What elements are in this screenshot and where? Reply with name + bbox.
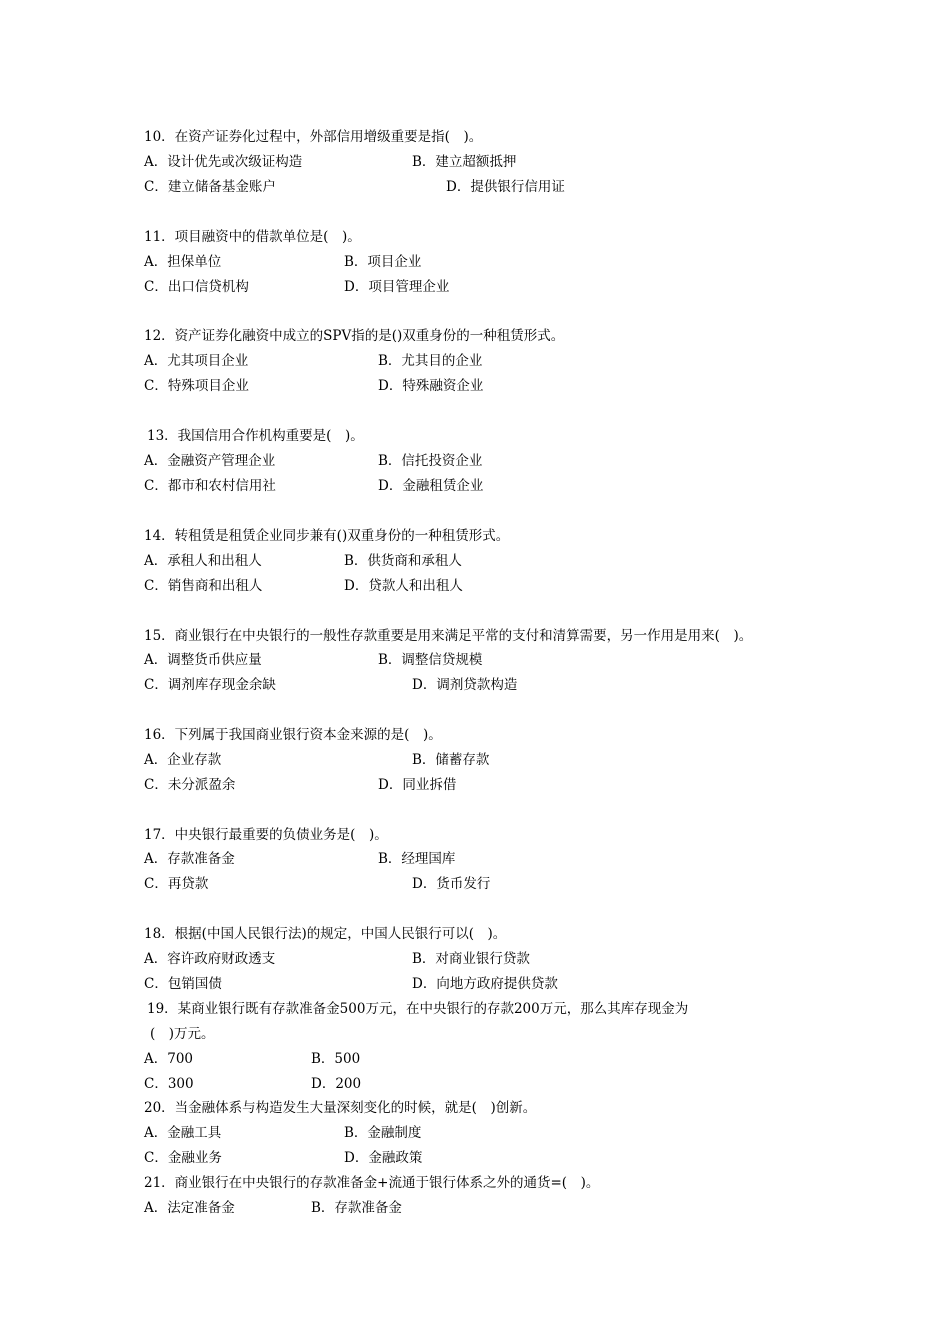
question-21-stem: 21．商业银行在中央银行的存款准备金+流通于银行体系之外的通货=( )。 bbox=[144, 1175, 600, 1191]
question-15-option-d: D．调剂贷款构造 bbox=[412, 677, 518, 693]
question-18-option-d: D．向地方政府提供贷款 bbox=[412, 976, 558, 992]
question-17-option-b: B．经理国库 bbox=[378, 851, 456, 867]
question-19-option-a: A．700 bbox=[144, 1051, 194, 1067]
question-14-stem: 14．转租赁是租赁企业同步兼有()双重身份的一种租赁形式。 bbox=[144, 528, 510, 544]
question-13-option-c: C．都市和农村信用社 bbox=[144, 478, 276, 494]
question-10-option-a: A．设计优先或次级证构造 bbox=[144, 154, 303, 170]
question-19-option-b: B．500 bbox=[311, 1051, 361, 1067]
question-19-stem: 19．某商业银行既有存款准备金500万元，在中央银行的存款200万元，那么其库存现金为 bbox=[147, 1001, 689, 1017]
question-15-option-b: B．调整信贷规模 bbox=[378, 652, 483, 668]
question-11-stem: 11．项目融资中的借款单位是( )。 bbox=[144, 229, 361, 245]
question-19-stem-continued: ( )万元。 bbox=[150, 1026, 215, 1042]
question-19-option-c: C．300 bbox=[144, 1076, 194, 1092]
question-19-option-d: D．200 bbox=[311, 1076, 362, 1092]
question-11-option-d: D．项目管理企业 bbox=[344, 279, 450, 295]
question-15-stem: 15．商业银行在中央银行的一般性存款重要是用来满足平常的支付和清算需要，另一作用是用来( )。 bbox=[144, 628, 753, 644]
question-12-option-c: C．特殊项目企业 bbox=[144, 378, 249, 394]
question-11-option-a: A．担保单位 bbox=[144, 254, 222, 270]
question-12-stem: 12．资产证券化融资中成立的SPV指的是()双重身份的一种租赁形式。 bbox=[144, 328, 565, 344]
question-15-option-a: A．调整货币供应量 bbox=[144, 652, 262, 668]
question-16-option-b: B．储蓄存款 bbox=[412, 752, 490, 768]
question-20-stem: 20．当金融体系与构造发生大量深刻变化的时候，就是( )创新。 bbox=[144, 1100, 537, 1116]
question-17-option-c: C．再贷款 bbox=[144, 876, 209, 892]
question-17-option-d: D．货币发行 bbox=[412, 876, 491, 892]
question-13-option-a: A．金融资产管理企业 bbox=[144, 453, 276, 469]
question-10-option-b: B．建立超额抵押 bbox=[412, 154, 517, 170]
question-12-option-d: D．特殊融资企业 bbox=[378, 378, 484, 394]
question-12-option-a: A．尤其项目企业 bbox=[144, 353, 249, 369]
question-21-option-a: A．法定准备金 bbox=[144, 1200, 235, 1216]
question-17-stem: 17．中央银行最重要的负债业务是( )。 bbox=[144, 827, 388, 843]
question-14-option-c: C．销售商和出租人 bbox=[144, 578, 263, 594]
question-18-option-c: C．包销国债 bbox=[144, 976, 222, 992]
question-10-option-c: C．建立储备基金账户 bbox=[144, 179, 276, 195]
question-17-option-a: A．存款准备金 bbox=[144, 851, 235, 867]
question-14-option-d: D．贷款人和出租人 bbox=[344, 578, 463, 594]
question-18-option-b: B．对商业银行贷款 bbox=[412, 951, 530, 967]
question-20-option-d: D．金融政策 bbox=[344, 1150, 423, 1166]
question-14-option-a: A．承租人和出租人 bbox=[144, 553, 262, 569]
question-20-option-a: A．金融工具 bbox=[144, 1125, 222, 1141]
question-16-option-a: A．企业存款 bbox=[144, 752, 222, 768]
question-10-option-d: D．提供银行信用证 bbox=[446, 179, 565, 195]
question-12-option-b: B．尤其目的企业 bbox=[378, 353, 483, 369]
question-18-option-a: A．容许政府财政透支 bbox=[144, 951, 276, 967]
question-16-stem: 16．下列属于我国商业银行资本金来源的是( )。 bbox=[144, 727, 442, 743]
question-16-option-c: C．未分派盈余 bbox=[144, 777, 236, 793]
question-21-option-b: B．存款准备金 bbox=[311, 1200, 402, 1216]
question-13-option-b: B．信托投资企业 bbox=[378, 453, 483, 469]
question-20-option-c: C．金融业务 bbox=[144, 1150, 222, 1166]
question-16-option-d: D．同业拆借 bbox=[378, 777, 457, 793]
question-11-option-c: C．出口信贷机构 bbox=[144, 279, 249, 295]
question-15-option-c: C．调剂库存现金余缺 bbox=[144, 677, 276, 693]
question-13-option-d: D．金融租赁企业 bbox=[378, 478, 484, 494]
question-11-option-b: B．项目企业 bbox=[344, 254, 422, 270]
question-14-option-b: B．供货商和承租人 bbox=[344, 553, 462, 569]
question-20-option-b: B．金融制度 bbox=[344, 1125, 422, 1141]
question-13-stem: 13．我国信用合作机构重要是( )。 bbox=[147, 428, 364, 444]
question-18-stem: 18．根据(中国人民银行法)的规定，中国人民银行可以( )。 bbox=[144, 926, 507, 942]
question-10-stem: 10．在资产证券化过程中，外部信用增级重要是指( )。 bbox=[144, 129, 483, 145]
